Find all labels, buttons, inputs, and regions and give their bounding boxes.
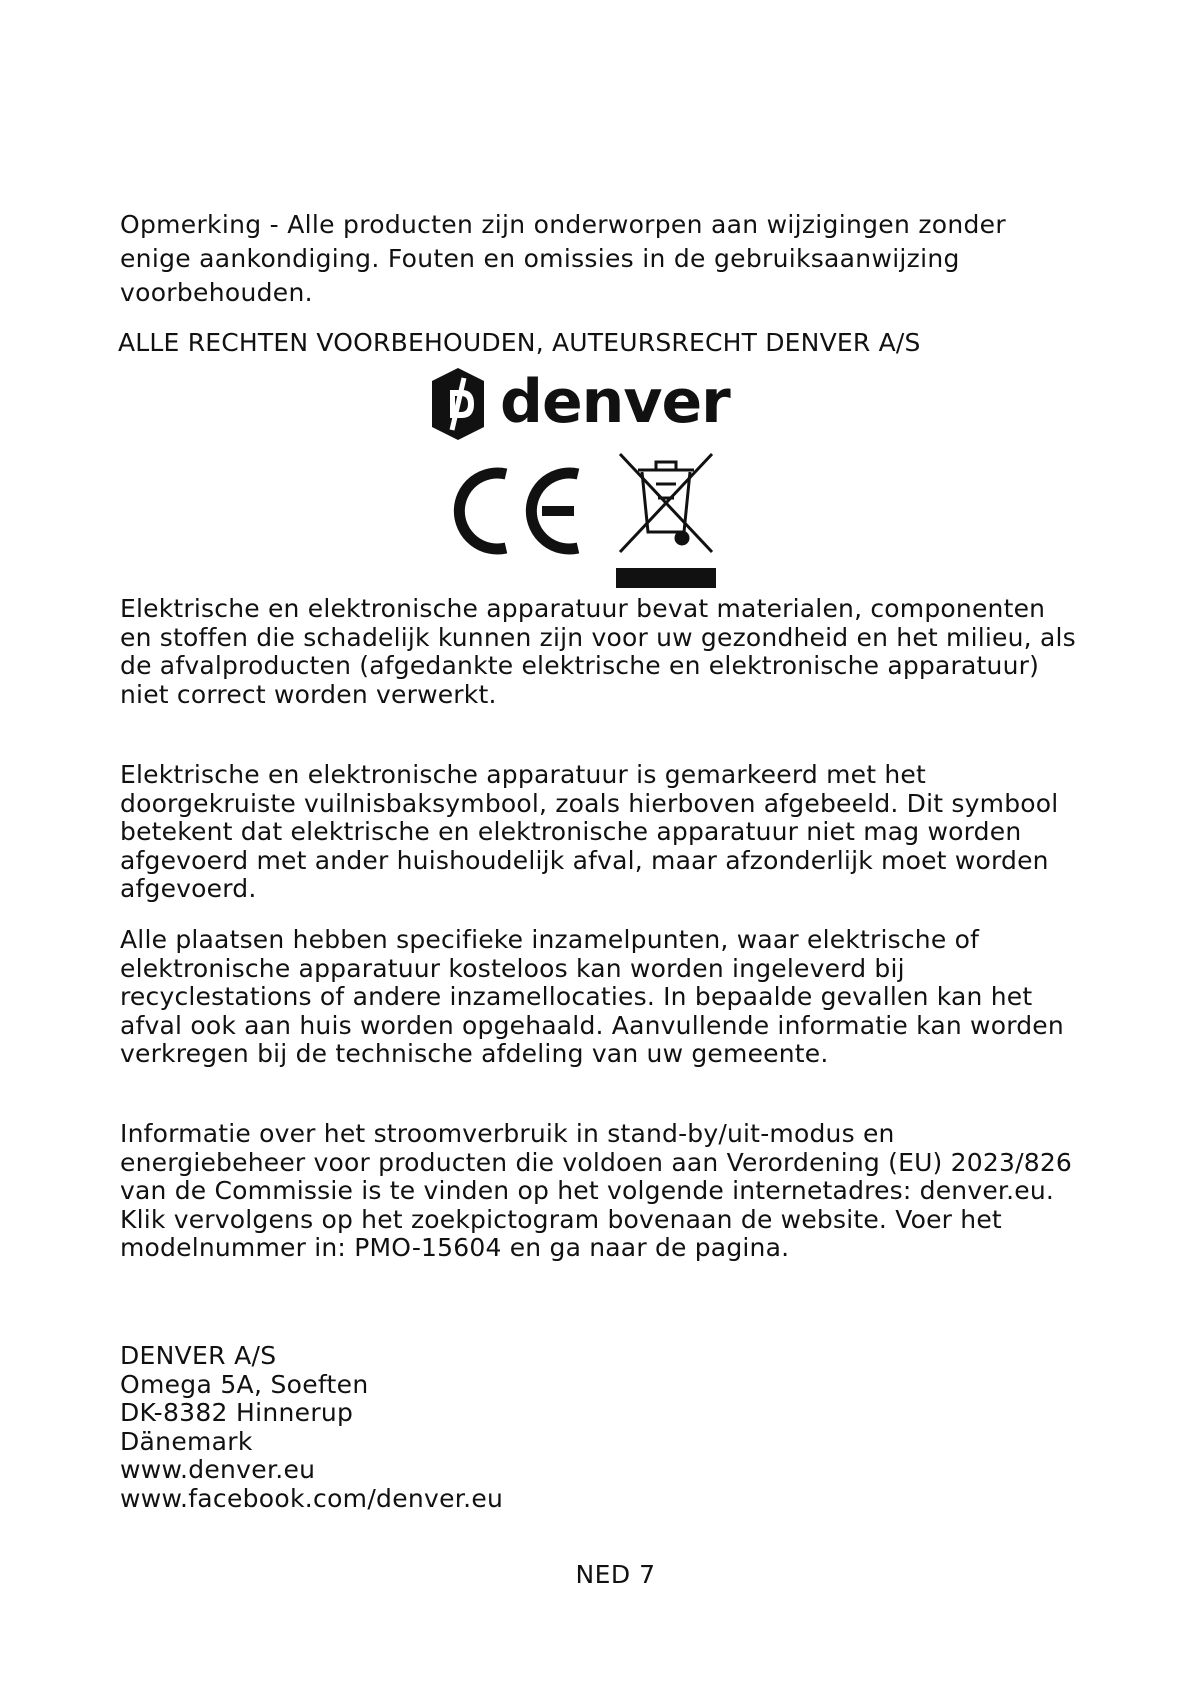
denver-wordmark: denver [500, 367, 730, 437]
crossed-out-wheelie-bin-icon [616, 454, 716, 588]
compliance-marks [448, 448, 728, 594]
street-address: Omega 5A, Soeften [120, 1369, 369, 1399]
svg-text:CE: CE [448, 448, 450, 449]
city-postcode: DK-8382 Hinnerup [120, 1398, 354, 1427]
facebook-link[interactable]: www.facebook.com/denver.eu [120, 1483, 504, 1513]
paragraph-hazards: Elektrische en elektronische apparatuur bevat materialen, componenten en stoffen die schadelijk kunnen zijn voor uw gezondheid en het milieu, als de afvalproducten (afgedankte elektrische en elektronische apparatuur) niet correct worden verwerkt. [120, 594, 1076, 709]
paragraph-symbol: Elektrische en elektronische apparatuur is gemarkeerd met het doorgekruiste vuilnisbaksymbool, zoals hierboven afgebeeld. Dit symbool betekent dat elektrische en elektronische apparatuur niet mag worden afgevoerd met ander huishoudelijk afval, maar afzonderlijk moet worden afgevoerd. [120, 760, 1059, 903]
denver-logo [428, 364, 744, 444]
rights-statement: ALLE RECHTEN VOORBEHOUDEN, AUTEURSRECHT DENVER A/S [118, 328, 921, 357]
company-address [120, 1342, 1080, 1513]
country: Dänemark [120, 1426, 253, 1456]
website-link[interactable]: www.denver.eu [120, 1455, 316, 1484]
page-number: NED 7 [575, 1560, 656, 1589]
paragraph-collection: Alle plaatsen hebben specifieke inzamelpunten, waar elektrische of elektronische apparatuur kosteloos kan worden ingeleverd bij recyclestations of andere inzamellocaties. In bepaalde gevallen kan het afval ook aan huis worden opgehaald. Aanvullende informatie kan worden verkregen bij de technische afdeling van uw gemeente. [120, 925, 1064, 1068]
company-name: DENVER A/S [120, 1341, 277, 1370]
notice-text: Opmerking - Alle producten zijn onderworpen aan wijzigingen zonder enige aankondiging. Fouten en omissies in de gebruiksaanwijzing voorbehouden. [120, 210, 1006, 307]
denver-logo-icon [432, 368, 484, 440]
paragraph-energy-info: Informatie over het stroomverbruik in stand-by/uit-modus en energiebeheer voor producten die voldoen aan Verordening (EU) 2023/826 van de Commissie is te vinden op het volgende internetadres: denver.eu. Klik vervolgens op het zoekpictogram bovenaan de website. Voer het modelnummer in: PMO-15604 en ga naar de pagina. [120, 1119, 1073, 1262]
ce-mark-icon [448, 448, 578, 549]
